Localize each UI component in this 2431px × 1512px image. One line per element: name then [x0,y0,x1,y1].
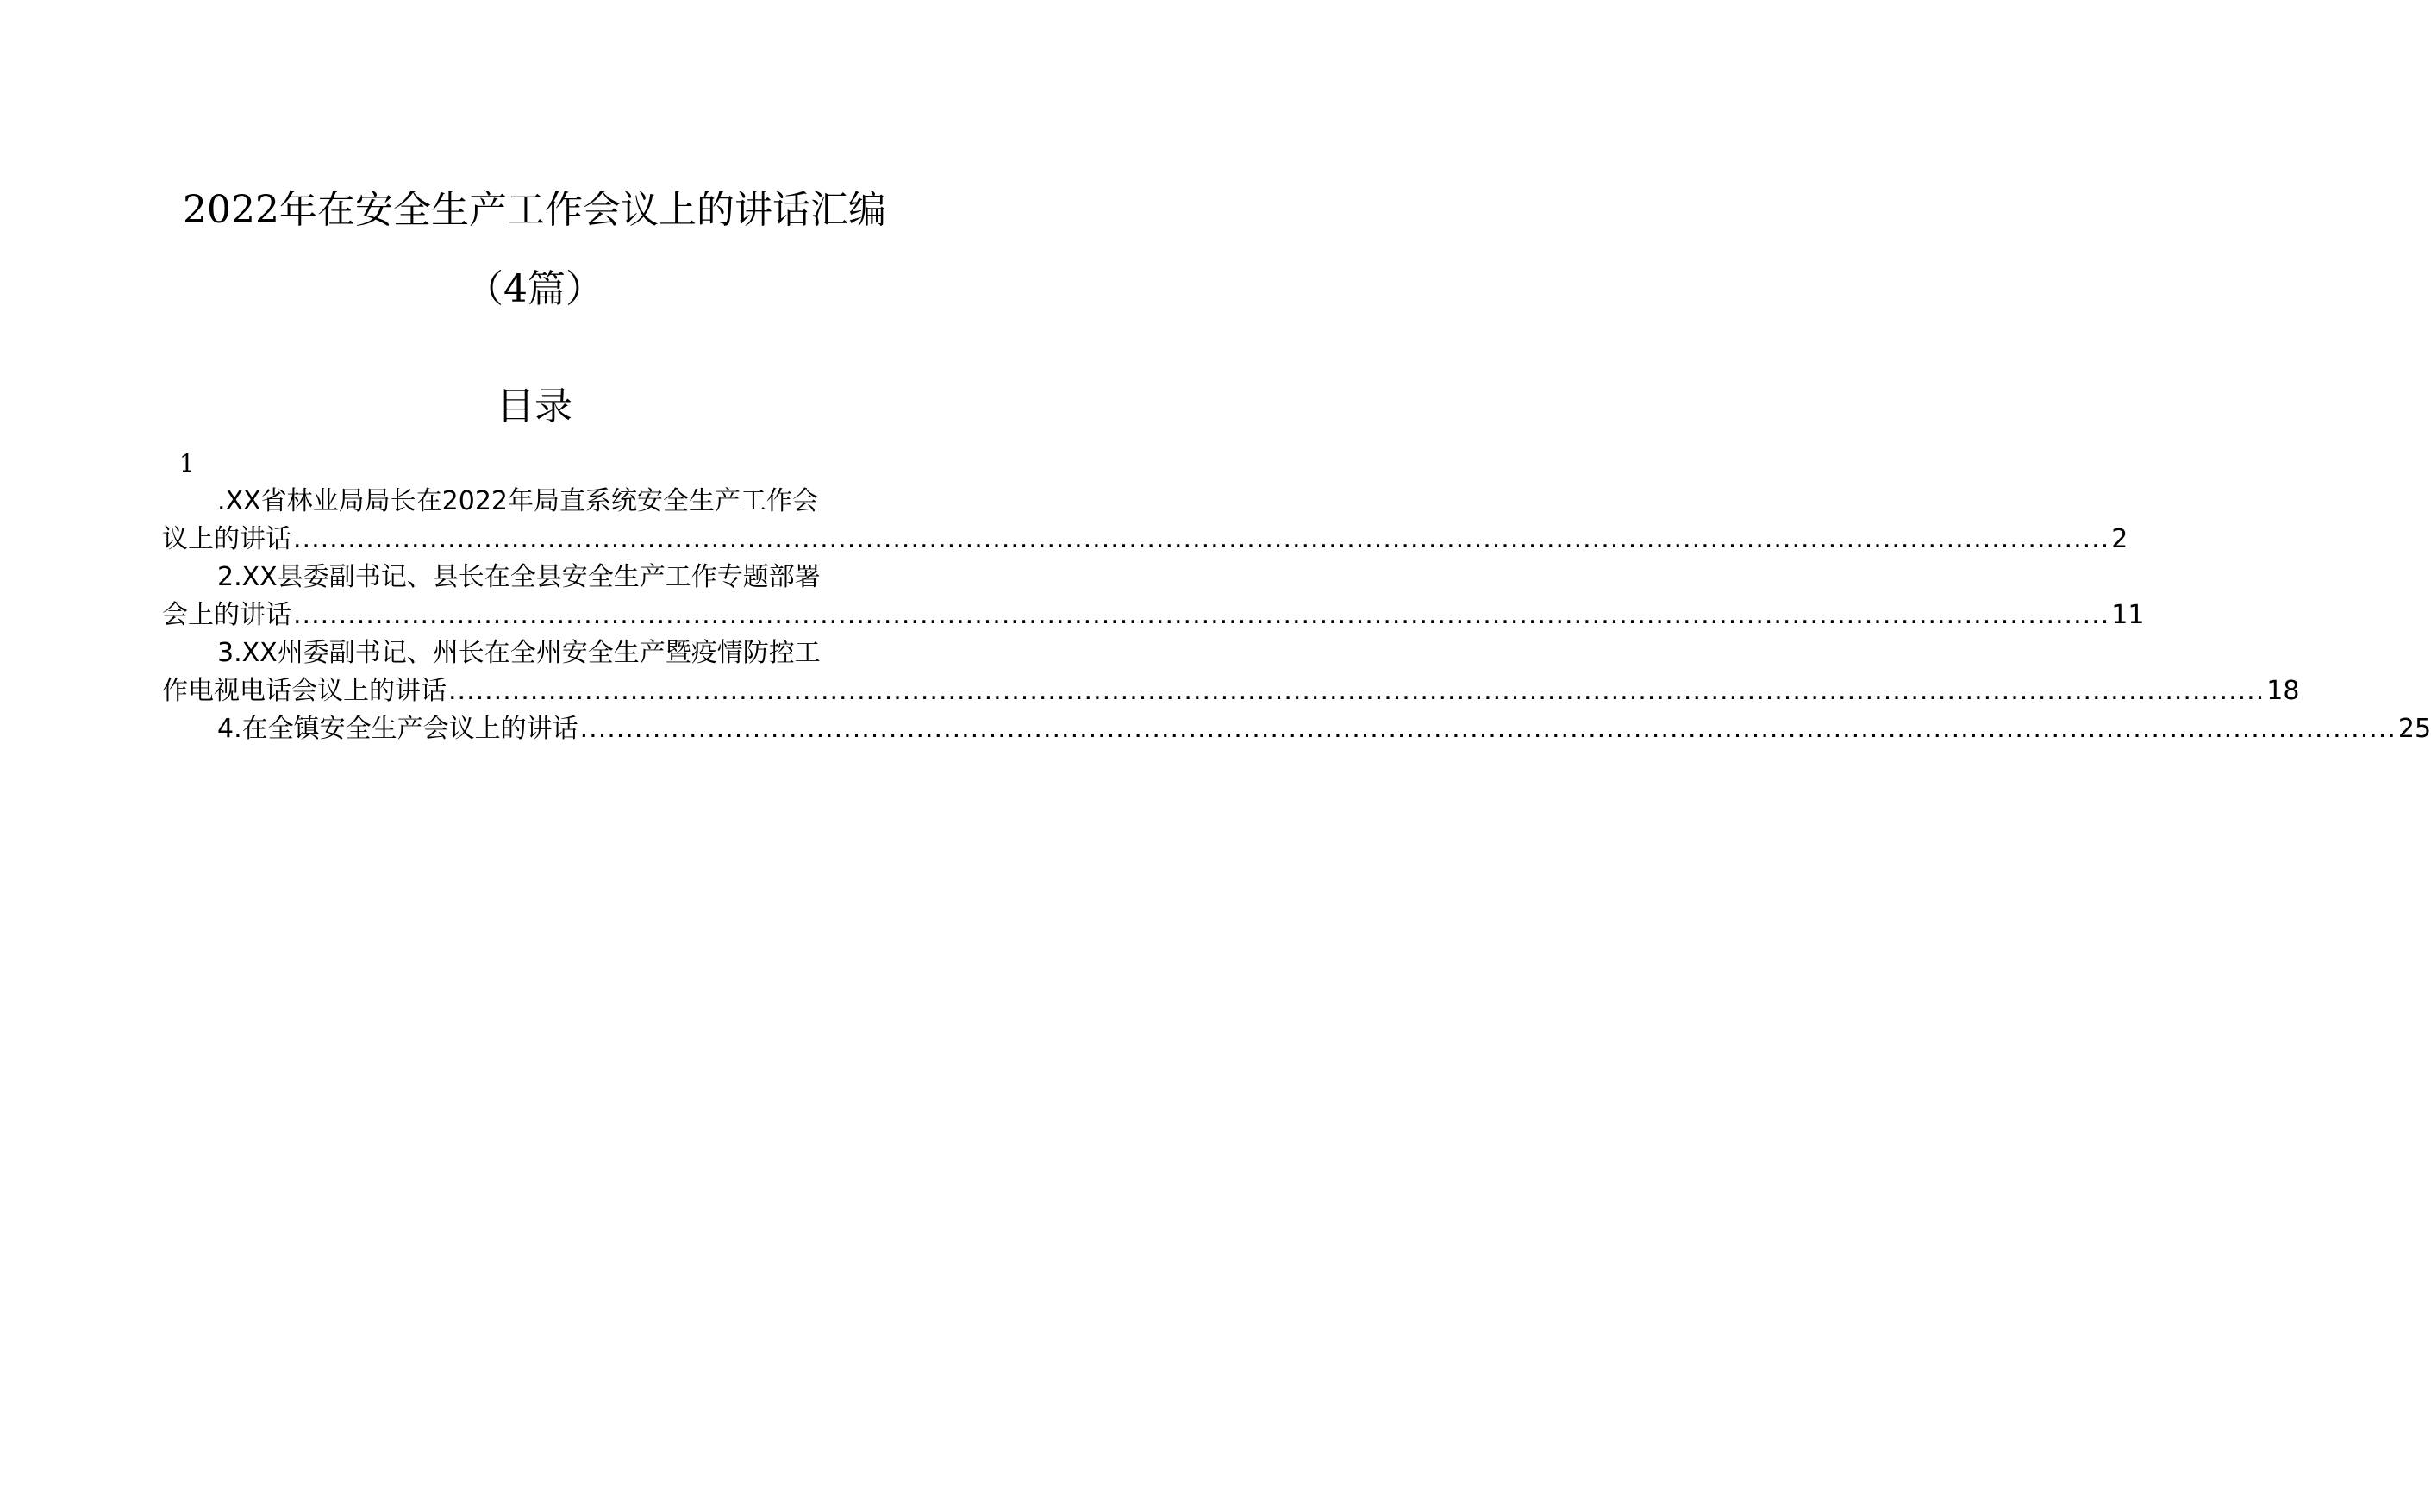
toc-entry-3-title[interactable]: 3.XX州委副书记、州长在全州安全生产暨疫情防控工 [217,638,821,668]
toc-entry-3-page: 18 [2266,676,2300,706]
toc-entry-3-leader[interactable] [162,672,2300,710]
toc-entry-1-title-cont: 议上的讲话 [162,524,291,554]
toc-entry-4-page: 25 [2397,714,2431,744]
toc-entry-2-page: 11 [2111,600,2145,630]
document-title: 2022年在安全生产工作会议上的讲话汇编 [183,188,886,232]
toc-entry-2-leader[interactable] [162,597,2145,634]
toc-dot-leader: ........................................................................................................................................................................................................ [579,714,2397,744]
toc-entry-2-title-cont: 会上的讲话 [162,600,291,630]
toc-dot-leader: ........................................................................................................................................................................................................ [293,600,2110,630]
toc-item-number: 1 [179,449,195,478]
document-subtitle: （4篇） [466,267,603,311]
toc-dot-leader: ........................................................................................................................................................................................................ [293,524,2110,554]
toc-dot-leader: ........................................................................................................................................................................................................ [448,676,2265,706]
toc-entry-4-title: 4.在全镇安全生产会议上的讲话 [217,714,578,744]
toc-heading: 目录 [497,384,572,428]
toc-entry-1-leader[interactable] [162,521,2128,559]
table-of-contents [162,483,2431,748]
toc-entry-3-title-cont: 作电视电话会议上的讲话 [162,676,447,706]
toc-entry-1-page: 2 [2111,524,2128,554]
toc-entry-2-title[interactable]: 2.XX县委副书记、县长在全县安全生产工作专题部署 [217,562,821,592]
toc-entry-4[interactable] [162,710,2431,748]
toc-entry-1-title[interactable]: .XX省林业局局长在2022年局直系统安全生产工作会 [217,486,818,516]
